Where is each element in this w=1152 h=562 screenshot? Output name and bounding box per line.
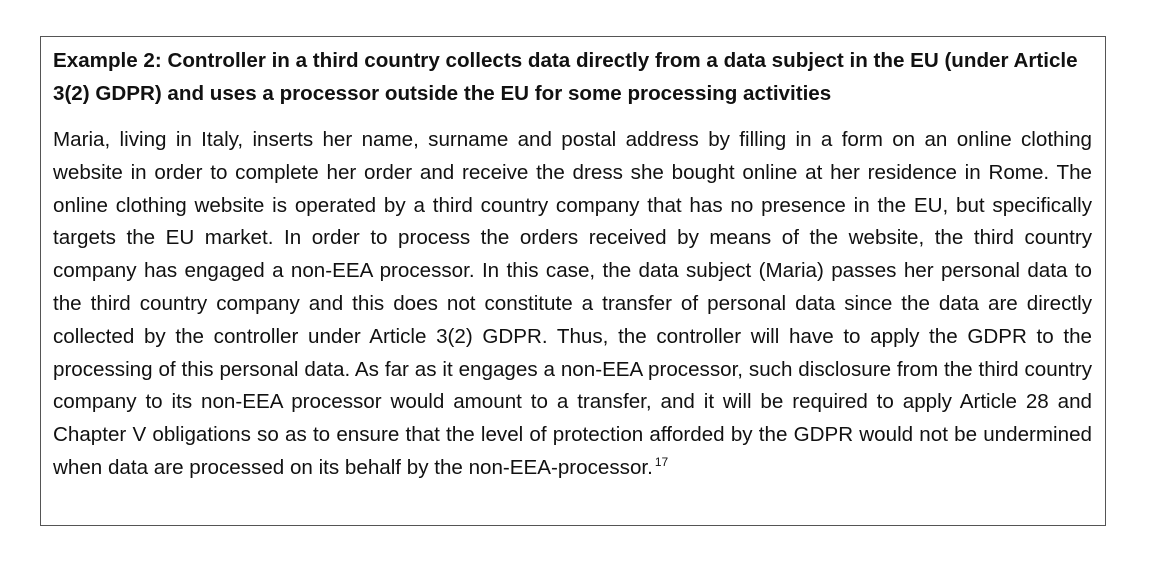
example-body [53,124,1092,485]
example-body-text: Maria, living in Italy, inserts her name, surname and postal address by filling in a form on an online clothing website in order to complete her order and receive the dress she bought online at her residence in Rome. The online clothing website is operated by a third country company that has no presence in the EU, but specifically targets the EU market. In order to process the orders received by means of the website, the third country company has engaged a non-EEA processor. In this case, the data subject (Maria) passes her personal data to the third country company and this does not constitute a transfer of personal data since the data are directly collected by the controller under Article 3(2) GDPR. Thus, the controller will have to apply the GDPR to the processing of this personal data. As far as it engages a non-EEA processor, such disclosure from the third country company to its non-EEA processor would amount to a transfer, and it will be required to apply Article 28 and Chapter V obligations so as to ensure that the level of protection afforded by the GDPR would not be undermined when data are processed on its behalf by the non-EEA-processor. [53,128,1092,479]
footnote-reference[interactable]: 17 [654,455,669,470]
example-title: Example 2: Controller in a third country collects data directly from a data subject in the EU (under Article 3(2) GDPR) and uses a processor outside the EU for some processing activities [53,49,1078,105]
example-box [40,36,1106,526]
